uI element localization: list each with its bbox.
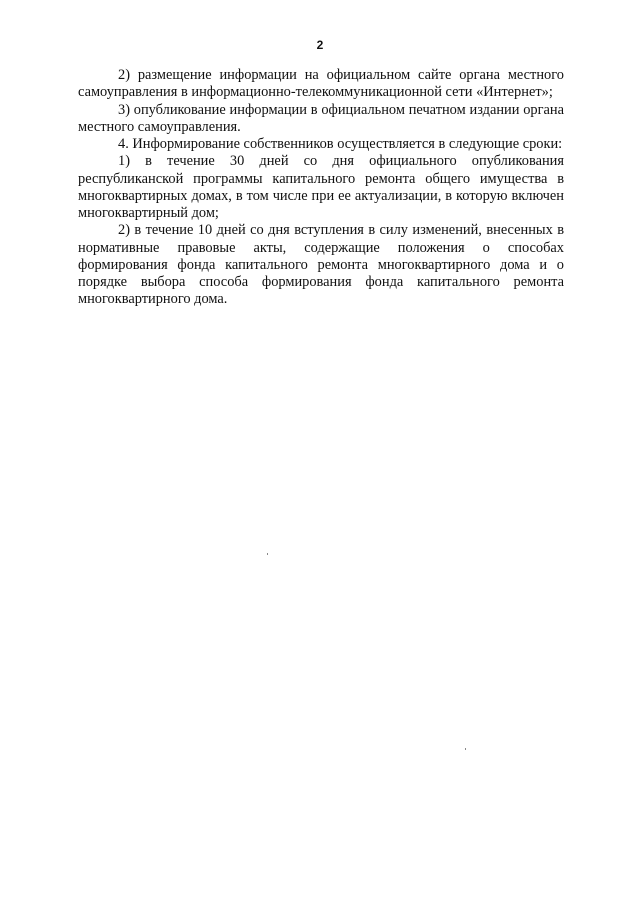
page-number: 2 bbox=[316, 38, 324, 52]
paragraph-website-publication: 2) размещение информации на официальном сайте органа местного самоуправления в информационно-телекоммуникационной сети «Интернет»; bbox=[78, 67, 564, 101]
paragraph-print-publication: 3) опубликование информации в официальном печатном издании органа местного самоуправления. bbox=[78, 101, 564, 135]
paragraph-term-10-days: 2) в течение 10 дней со дня вступления в силу изменений, внесенных в нормативные правовые акты, содержащие положения о способах формирования фонда капитального ремонта многоквартирного дома и о порядке выбора способа формирования фонда капитального ремонта многоквартирного дома. bbox=[78, 222, 564, 308]
document-body bbox=[78, 67, 564, 309]
paragraph-term-30-days: 1) в течение 30 дней со дня официального опубликования республиканской программы капитального ремонта общего имущества в многоквартирных домах, в том числе при ее актуализации, в которую включен многоквартирный дом; bbox=[78, 153, 564, 221]
scan-speck bbox=[465, 748, 466, 750]
scan-speck bbox=[267, 553, 268, 555]
paragraph-notification-terms: 4. Информирование собственников осуществляется в следующие сроки: bbox=[118, 136, 563, 152]
